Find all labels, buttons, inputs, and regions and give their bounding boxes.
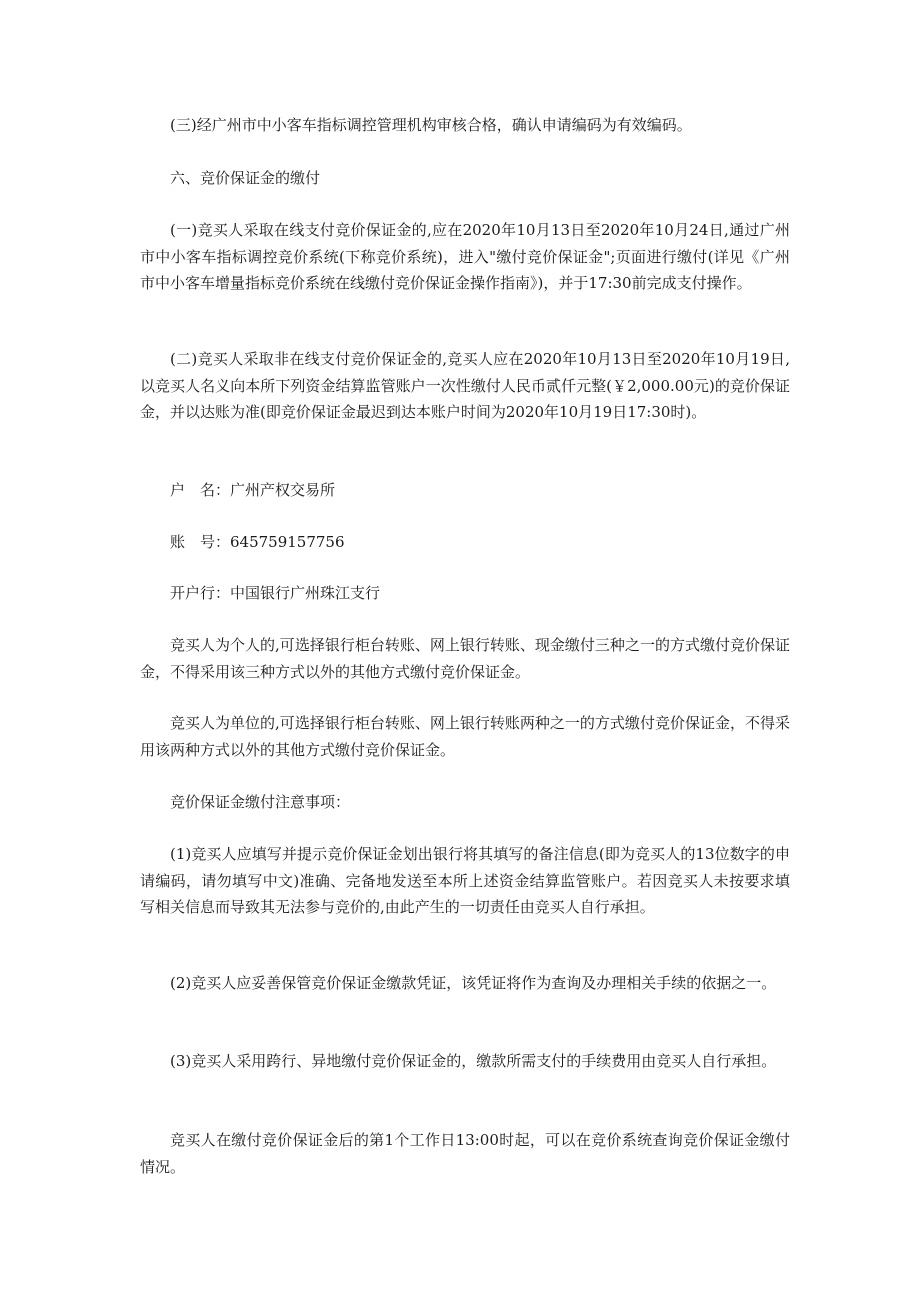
paragraph-online-payment: (一)竞买人采取在线支付竞价保证金的,应在2020年10月13日至2020年10月24日,通过广州市中小客车指标调控竞价系统(下称竞价系统)，进入"缴付竞价保证金";页面进行缴付(详见《广州市中小客车增量指标竞价系统在线缴付竞价保证金操作指南》)，并于17:30前完成支付操作。 (140, 221, 790, 292)
paragraph-individual-methods: 竞买人为个人的,可选择银行柜台转账、网上银行转账、现金缴付三种之一的方式缴付竞价保证金，不得采用该三种方式以外的其他方式缴付竞价保证金。 (140, 636, 790, 681)
paragraph-review-approval: (三)经广州市中小客车指标调控管理机构审核合格，确认申请编码为有效编码。 (170, 116, 692, 134)
account-bank: 开户行：中国银行广州珠江支行 (170, 584, 381, 602)
note-item-2: (2)竞买人应妥善保管竞价保证金缴款凭证，该凭证将作为查询及办理相关手续的依据之一。 (170, 974, 777, 992)
paragraph-organization-methods: 竞买人为单位的,可选择银行柜台转账、网上银行转账两种之一的方式缴付竞价保证金，不得采用该两种方式以外的其他方式缴付竞价保证金。 (140, 714, 790, 759)
account-number: 账 号：645759157756 (170, 533, 345, 551)
paragraph-offline-payment: (二)竞买人采取非在线支付竞价保证金的,竞买人应在2020年10月13日至2020年10月19日,以竞买人名义向本所下列资金结算监管账户一次性缴付人民币贰仟元整(￥2,000.00元)的竞价保证金，并以达账为准(即竞价保证金最迟到达本账户时间为2020年10月19日17:30时)。 (140, 350, 790, 421)
note-item-1: (1)竞买人应填写并提示竞价保证金划出银行将其填写的备注信息(即为竞买人的13位数字的申请编码，请勿填写中文)准确、完备地发送至本所上述资金结算监管账户。若因竞买人未按要求填写相关信息而导致其无法参与竞价的,由此产生的一切责任由竞买人自行承担。 (140, 845, 790, 916)
paragraph-query-status: 竞买人在缴付竞价保证金后的第1个工作日13:00时起，可以在竞价系统查询竞价保证金缴付情况。 (140, 1131, 790, 1176)
note-item-3: (3)竞买人采用跨行、异地缴付竞价保证金的，缴款所需支付的手续费用由竞买人自行承担。 (170, 1052, 777, 1070)
notes-heading: 竞价保证金缴付注意事项： (170, 793, 351, 811)
section-heading-deposit: 六、竞价保证金的缴付 (170, 169, 321, 187)
account-name: 户 名：广州产权交易所 (170, 481, 336, 499)
